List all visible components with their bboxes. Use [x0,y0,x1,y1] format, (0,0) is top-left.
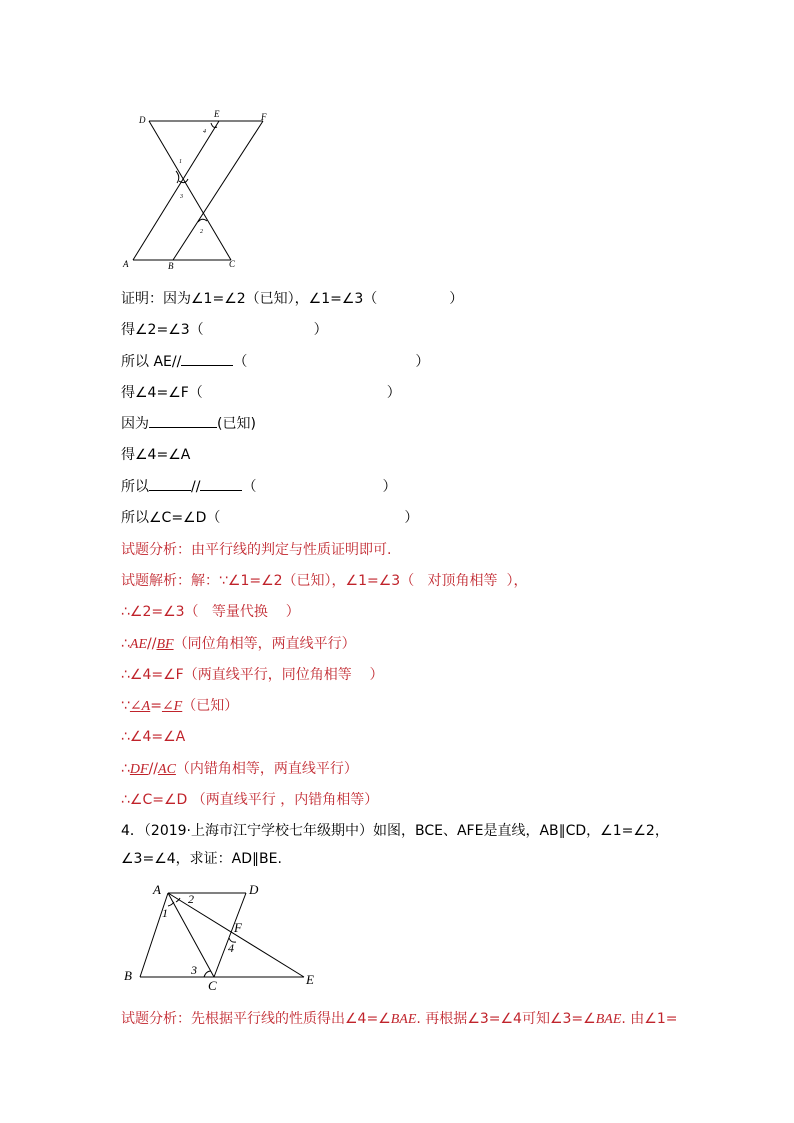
label-angle-4: 4 [228,941,234,955]
angle-1-arc [176,171,179,183]
segment-DC [214,893,246,977]
label-A: A [153,882,161,897]
proof-line-8: 所以∠C=∠D（ ） [121,510,419,526]
label-E: E [306,972,314,987]
solution-line-6: ∴∠4=∠A [121,729,186,745]
solution-line-5: ∵∠A=∠F（已知） [121,698,239,714]
proof-line-5: 因为 (已知) [121,416,256,432]
label-F: F [261,112,267,122]
label-F: F [234,920,242,935]
segment-BF [173,121,263,260]
solution-line-2: ∴∠2=∠3（ 等量代换 ） [121,604,300,620]
figure-2 [118,880,323,990]
figure-1 [115,105,285,275]
solution-line-3: ∴AE//BF（同位角相等，两直线平行） [121,636,356,652]
blank-1[interactable] [181,353,233,366]
label-angle-1: 1 [179,159,182,165]
label-B: B [168,261,174,271]
label-E: E [214,109,220,119]
proof-line-6: 得∠4=∠A [121,447,191,463]
label-A: A [123,259,129,269]
analysis-2: 试题分析：先根据平行线的性质得出∠4=∠BAE. 再根据∠3=∠4可知∠3=∠BAE. 由∠1= [121,1011,678,1027]
solution-line-4: ∴∠4=∠F（两直线平行，同位角相等 ） [121,667,384,683]
label-angle-1: 1 [162,906,168,920]
label-angle-2: 2 [200,229,203,235]
problem-4-text: 4．（2019·上海市江宁学校七年级期中）如图，BCE、AFE是直线，AB∥CD，∠1=∠2，∠3=∠4，求证：AD∥BE. [121,823,669,867]
angle-3-arc [204,971,211,977]
blank-2[interactable] [149,415,217,428]
angle-1-arc [168,902,174,906]
label-angle-3: 3 [180,194,183,200]
label-C: C [229,259,236,269]
segment-AE [133,121,219,260]
label-D: D [139,115,146,125]
solution-line-7: ∴DF//AC（内错角相等，两直线平行） [121,761,358,777]
label-D: D [249,882,259,897]
proof-line-1: 证明：因为∠1=∠2（已知），∠1=∠3（ ） [121,291,464,307]
label-angle-2: 2 [188,892,194,906]
solution-line-1: 试题解析：解：∵∠1=∠2（已知），∠1=∠3（ 对顶角相等 ）， [121,573,528,589]
segment-DC [149,121,231,260]
proof-line-3: 所以 AE// （ ） [121,354,430,370]
label-angle-3: 3 [191,963,197,977]
label-B: B [124,968,132,983]
analysis-text: 试题分析：由平行线的判定与性质证明即可. [121,542,392,558]
solution-line-8: ∴∠C=∠D （两直线平行 ，内错角相等） [121,792,379,808]
proof-line-4: 得∠4=∠F（ ） [121,385,401,401]
blank-4[interactable] [200,478,242,491]
blank-3[interactable] [149,478,191,491]
proof-line-7: 所以 // （ ） [121,479,397,495]
label-angle-4: 4 [203,129,206,135]
label-C: C [208,978,217,990]
proof-line-2: 得∠2=∠3（ ） [121,322,328,338]
